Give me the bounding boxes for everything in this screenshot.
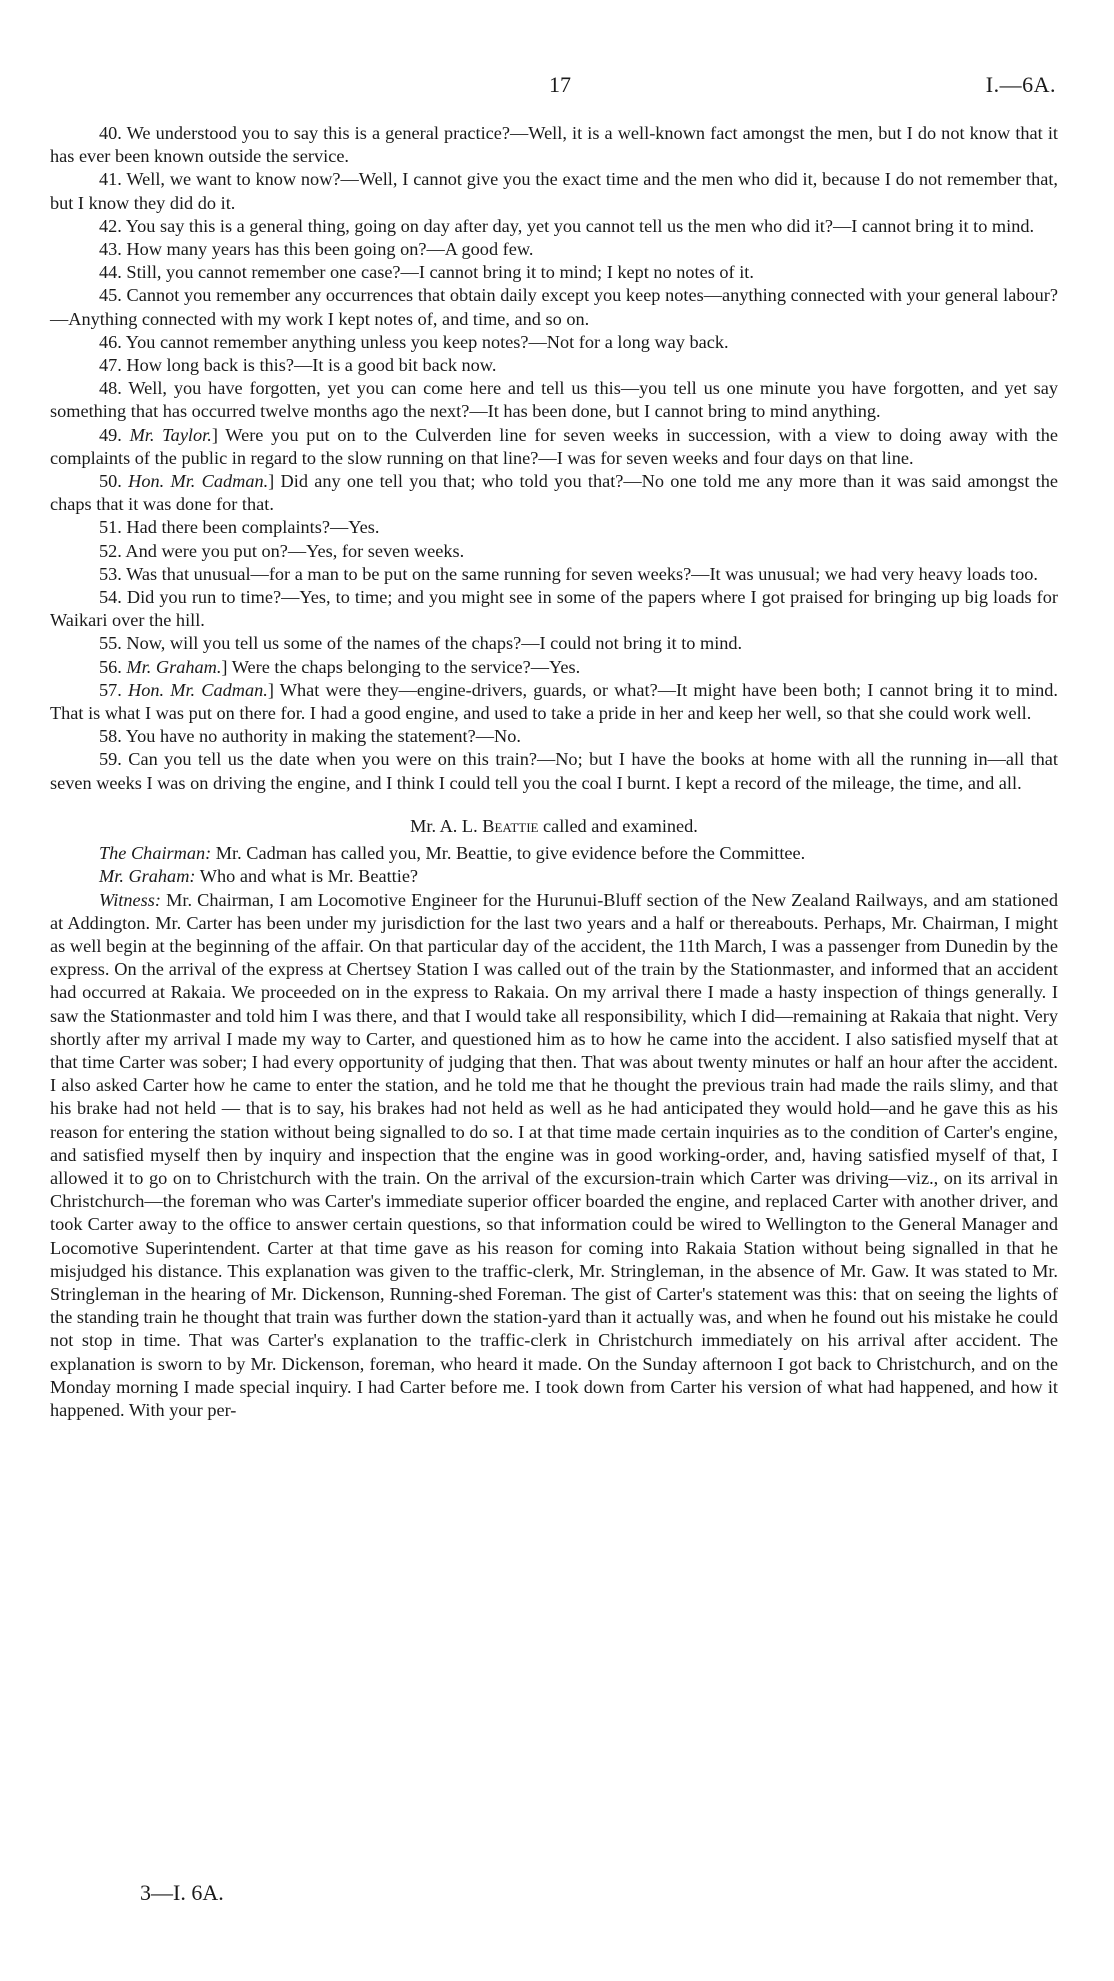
- paragraph-55: 55. Now, will you tell us some of the names of the chaps?—I could not bring it to mind.: [99, 633, 743, 654]
- paragraph-50: [50, 470, 1058, 516]
- witness-statement: [50, 889, 1058, 1423]
- paragraph-42: 42. You say this is a general thing, going on day after day, yet you cannot tell us the men who did it?—I cannot bring it to mind.: [99, 215, 1035, 236]
- paragraph-48: 48. Well, you have forgotten, yet you can come here and tell us this—you tell us one minute you have forgotten, and yet say something that has occurred twelve months ago the next?—It has been done, but I cannot bring to mind anything.: [50, 378, 1058, 422]
- question-number: 56.: [99, 656, 127, 677]
- paragraph-52: 52. And were you put on?—Yes, for seven weeks.: [99, 540, 465, 561]
- graham-question: [50, 865, 1058, 888]
- paragraph-58: 58. You have no authority in making the statement?—No.: [99, 726, 521, 747]
- page-number: 17: [549, 72, 571, 97]
- question-number: 57.: [99, 679, 129, 700]
- section-heading: Mr. A. L. Beattie called and examined.: [410, 815, 698, 836]
- speaker-name: Hon. Mr. Cadman.: [128, 471, 269, 492]
- paragraph-47: 47. How long back is this?—It is a good bit back now.: [99, 355, 497, 376]
- speaker-name: Mr. Taylor.: [129, 424, 212, 445]
- question-number: 50.: [99, 471, 129, 492]
- speaker-name: The Chairman:: [99, 843, 212, 864]
- paragraph-57: [50, 679, 1058, 725]
- paragraph-40: 40. We understood you to say this is a general practice?—Well, it is a well-known fact amongst the men, but I do not know that it has ever been known outside the service.: [50, 123, 1058, 167]
- witness-name: Beattie: [482, 815, 539, 836]
- paragraph-44: 44. Still, you cannot remember one case?—I cannot bring it to mind; I kept no notes of it.: [99, 262, 754, 283]
- speaker-name: Mr. Graham.: [126, 656, 222, 677]
- paragraph-text: ] What were they—engine-drivers, guards, or what?—It might have been both; I cannot bring it to mind. That is what I was put on there for. I had a good engine, and used to take a pride in her and keep her well, so that she could work well.: [50, 679, 1058, 724]
- speaker-name: Mr. Graham:: [99, 866, 196, 887]
- paragraph-text: ] Were the chaps belonging to the service?—Yes.: [221, 656, 581, 677]
- speaker-name: Hon. Mr. Cadman.: [128, 679, 268, 700]
- paragraph-46: 46. You cannot remember anything unless you keep notes?—Not for a long way back.: [99, 331, 729, 352]
- document-reference: I.—6A.: [985, 72, 1056, 97]
- paragraph-51: 51. Had there been complaints?—Yes.: [99, 517, 380, 538]
- paragraph-59: 59. Can you tell us the date when you were on this train?—No; but I have the books at home with all the running in—all that seven weeks I was on driving the engine, and I think I could tell you the coal I burnt. I kept a record of the mileage, the time, and all.: [50, 749, 1058, 793]
- paragraph-45: 45. Cannot you remember any occurrences that obtain daily except you keep notes—anything connected with your general labour?—Anything connected with my work I kept notes of, and time, and so on.: [50, 285, 1058, 329]
- chairman-statement: [50, 842, 1058, 865]
- document-body: [50, 122, 1058, 1422]
- signature-mark: 3—I. 6A.: [140, 1880, 224, 1905]
- question-number: 49.: [99, 424, 130, 445]
- speaker-name: Witness:: [99, 889, 161, 910]
- paragraph-41: 41. Well, we want to know now?—Well, I cannot give you the exact time and the men who did it, because I do not remember that, but I know they did do it.: [50, 169, 1058, 213]
- paragraph-56: [50, 656, 1058, 679]
- paragraph-text: Mr. Chairman, I am Locomotive Engineer for the Hurunui-Bluff section of the New Zealand Railways, and am stationed at Addington. Mr. Carter has been under my jurisdiction for the last two years and a half or thereabouts. Perhaps, Mr. Chairman, I might as well begin at the beginning of the affair. On that particular day of the accident, the 11th March, I was a passenger from Dunedin by the express. On the arrival of the express at Chertsey Station I was called out of the train by the Stationmaster, and informed that an accident had occurred at Rakaia. We proceeded on in the express to Rakaia. On my arrival there I made a hasty inspection of things generally. I saw the Stationmaster and told him I was there, and that I would take all responsibility, which I did—remaining at Rakaia that night. Very shortly after my arrival I made my way to Carter, and questioned him as to how he came into the accident. I also satisfied myself that at that time Carter was sober; I had every opportunity of judging that then. That was about twenty minutes or half an hour after the accident. I also asked Carter how he came to enter the station, and he told me that he thought the previous train had made the rails slimy, and that his brake had not held — that is to say, his brakes had not held as well as he had anticipated they would hold—and he gave this as his reason for entering the station without being signalled to do so. I at that time made certain inquiries as to the condition of Carter's engine, and satisfied myself then by inquiry and inspection that the engine was in good working-order, and, having satisfied myself of that, I allowed it to go on to Christchurch with the train. On the arrival of the excursion-train which Carter was driving—viz., on its arrival in Christchurch—the foreman who was Carter's immediate superior officer boarded the engine, and replaced Carter with another driver, and took Carter away to the office to answer certain questions, so that information could be wired to Wellington to the General Manager and Locomotive Superintendent. Carter at that time gave as his reason for coming into Rakaia Station without being signalled in that he misjudged his distance. This explanation was given to the traffic-clerk, Mr. Stringleman, in the absence of Mr. Gaw. It was stated to Mr. Stringleman in the hearing of Mr. Dickenson, Running-shed Foreman. The gist of Carter's statement was this: that on seeing the lights of the standing train he thought that train was further down the station-yard than it actually was, and when he found out his mistake he could not stop in time. That was Carter's explanation to the traffic-clerk in Christchurch immediately on his arrival after accident. The explanation is sworn to by Mr. Dickenson, foreman, who heard it made. On the Sunday afternoon I got back to Christchurch, and on the Monday morning I made special inquiry. I had Carter before me. I took down from Carter his version of what had happened, and how it happened. With your per-: [50, 889, 1058, 1420]
- paragraph-43: 43. How many years has this been going on?—A good few.: [99, 239, 534, 260]
- paragraph-54: 54. Did you run to time?—Yes, to time; and you might see in some of the papers where I got praised for bringing up big loads for Waikari over the hill.: [50, 587, 1058, 631]
- paragraph-text: ] Were you put on to the Culverden line for seven weeks in succession, with a view to doing away with the complaints of the public in regard to the slow running on that line?—I was for seven weeks and four days on that line.: [50, 424, 1059, 468]
- paragraph-text: Mr. Cadman has called you, Mr. Beattie, to give evidence before the Committee.: [211, 843, 806, 864]
- paragraph-53: 53. Was that unusual—for a man to be put on the same running for seven weeks?—It was unusual; we had very heavy loads too.: [99, 563, 1038, 584]
- paragraph-text: ] Did any one tell you that; who told you that?—No one told me any more than it was said amongst the chaps that it was done for that.: [50, 471, 1059, 515]
- paragraph-text: Who and what is Mr. Beattie?: [195, 866, 419, 887]
- paragraph-49: [50, 424, 1058, 470]
